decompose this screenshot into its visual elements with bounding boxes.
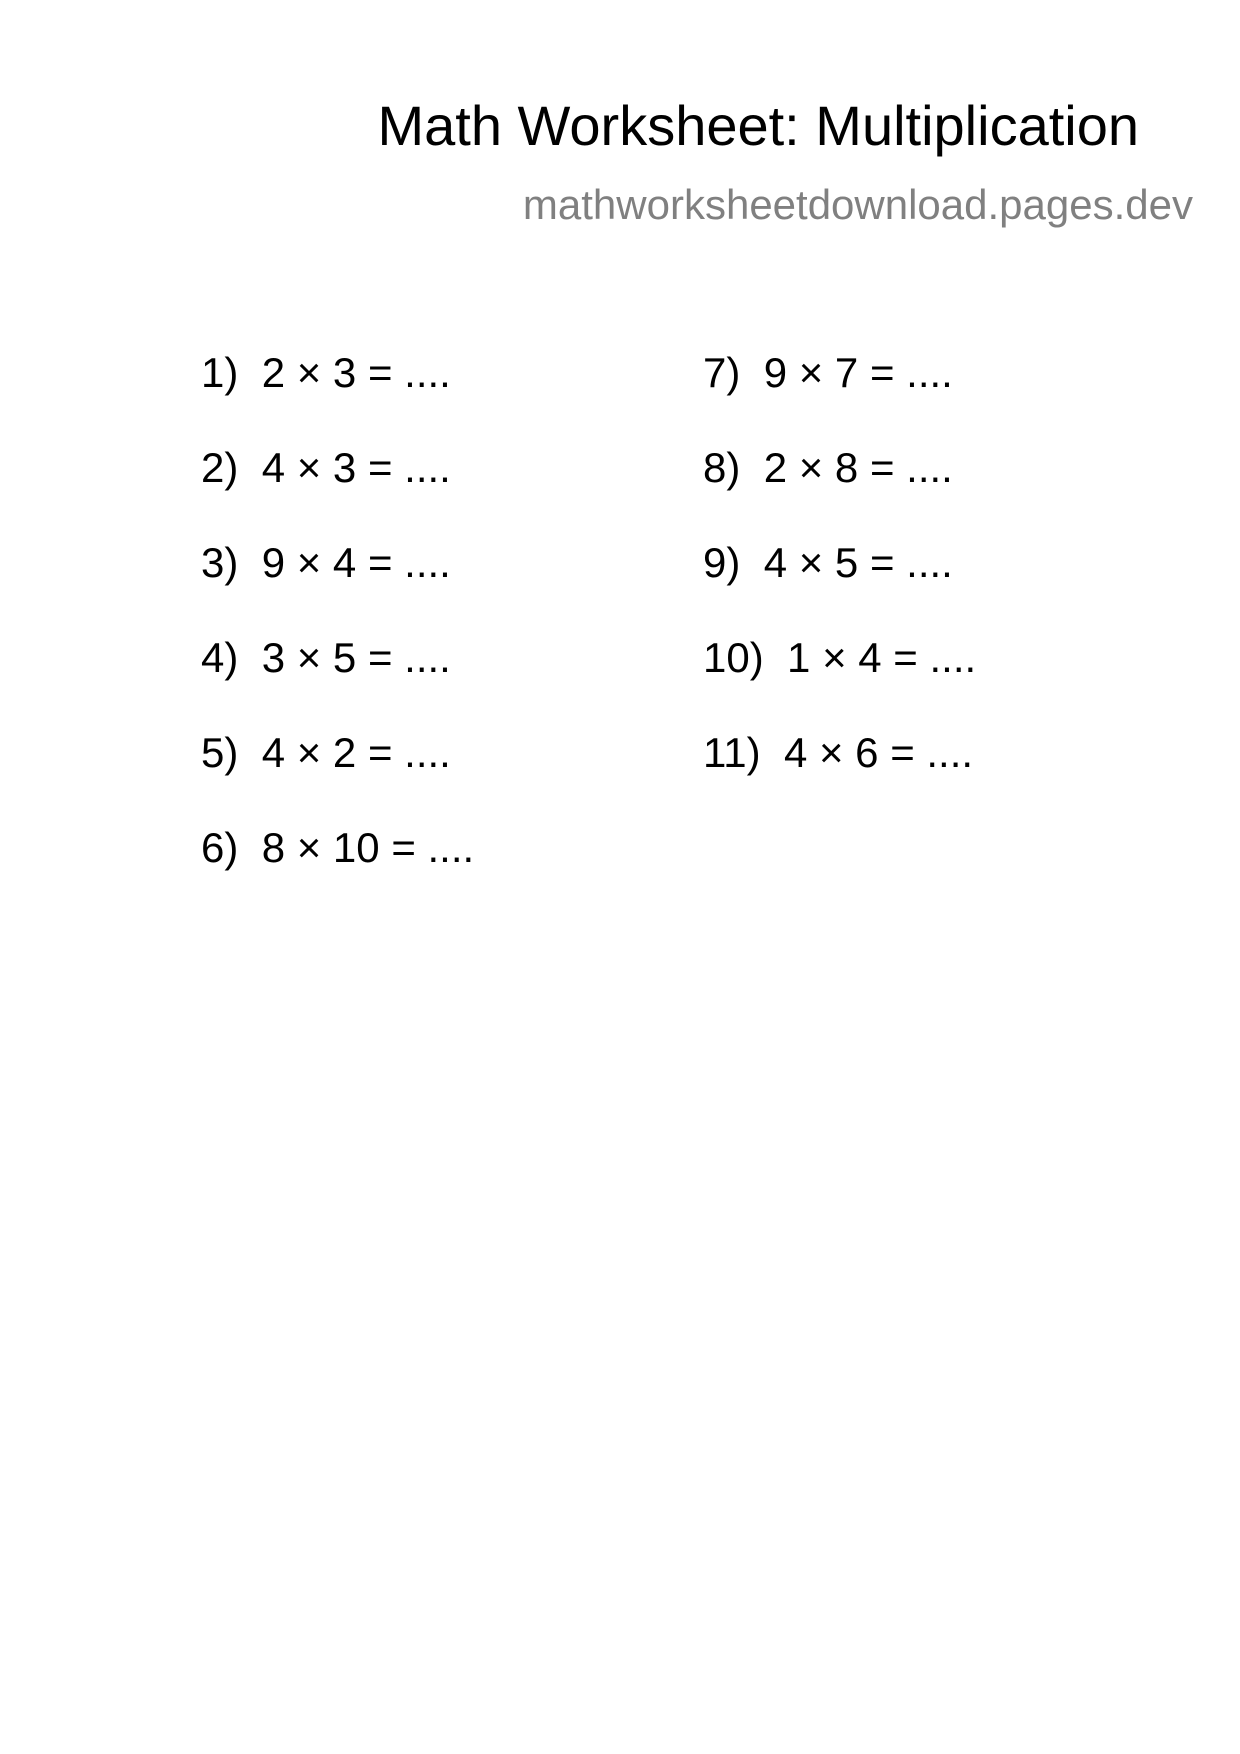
problem-2 [201,444,474,542]
problem-number: 9) [703,539,741,586]
problem-number: 11) [703,729,761,776]
problem-expression: 4 × 5 = .... [763,539,953,586]
problem-5 [201,729,474,827]
problem-number: 5) [201,729,239,776]
problem-number: 10) [703,634,764,681]
problem-expression: 4 × 6 = .... [783,729,974,776]
page-title: Math Worksheet: Multiplication [377,94,1139,157]
problem-9 [703,539,976,637]
problem-3 [201,539,474,637]
problem-expression: 9 × 7 = .... [763,349,953,396]
problem-expression: 3 × 5 = .... [261,634,451,681]
problem-number: 2) [201,444,239,491]
problem-number: 3) [201,539,239,586]
problem-column-left [201,349,475,922]
problem-expression: 4 × 2 = .... [261,729,451,776]
problem-column-right [703,349,977,827]
problem-expression: 8 × 10 = .... [261,824,475,871]
problem-10 [703,634,977,732]
problem-expression: 2 × 8 = .... [763,444,953,491]
problem-number: 8) [703,444,741,491]
problem-4 [201,634,474,732]
problem-number: 6) [201,824,239,871]
problem-1 [201,349,474,447]
problem-11 [703,729,976,827]
problem-6 [201,824,475,922]
problem-number: 1) [201,349,239,396]
problem-7 [703,349,976,447]
problem-expression: 9 × 4 = .... [261,539,451,586]
problem-expression: 1 × 4 = .... [787,634,977,681]
problem-expression: 2 × 3 = .... [261,349,451,396]
problem-number: 7) [703,349,741,396]
problem-expression: 4 × 3 = .... [261,444,451,491]
problem-number: 4) [201,634,239,681]
problem-8 [703,444,976,542]
source-url: mathworksheetdownload.pages.dev [522,181,1193,228]
